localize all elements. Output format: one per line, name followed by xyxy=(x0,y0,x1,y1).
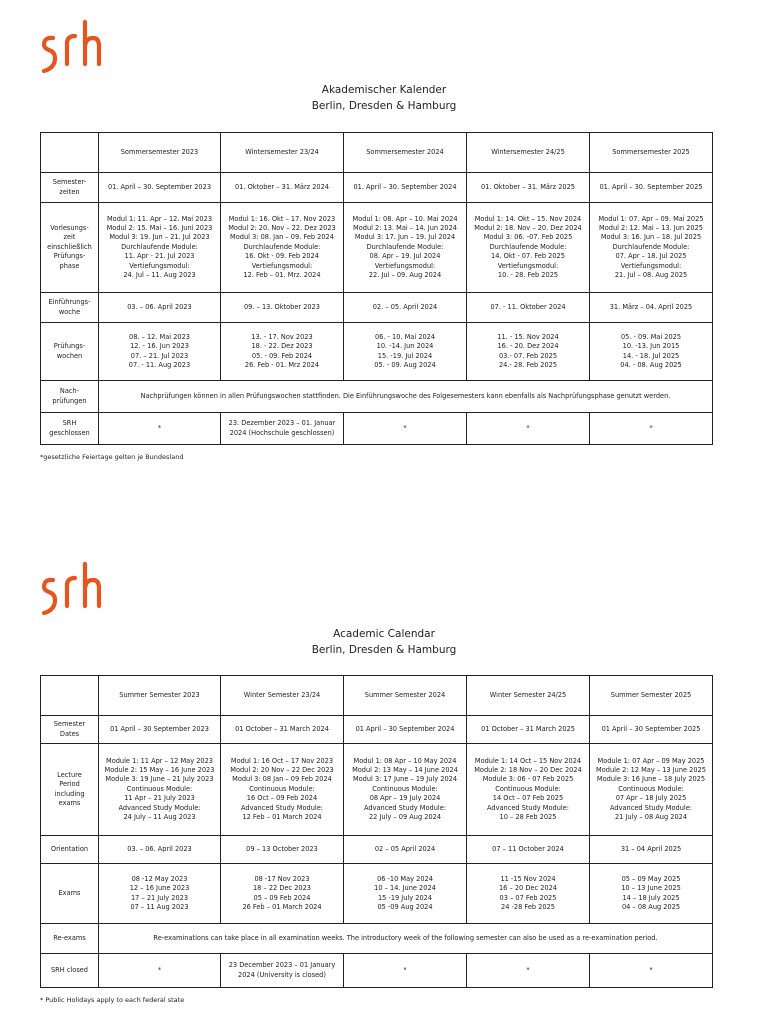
row-label xyxy=(41,323,99,381)
table-cell xyxy=(99,836,221,864)
cell-line: 01. April – 30. September 2024 xyxy=(353,182,457,191)
row-label xyxy=(41,381,99,413)
reexam-row xyxy=(41,924,713,954)
srh-logo-en xyxy=(40,560,112,616)
cell-line: 05. - 09. Aug 2024 xyxy=(374,360,436,369)
table-cell xyxy=(99,173,221,203)
table-cell xyxy=(590,293,713,323)
cell-line: 07 Apr – 18 July 2025 xyxy=(615,794,687,803)
cell-line: 04. - 08. Aug 2025 xyxy=(620,360,682,369)
cell-line: Advanced Study Module: xyxy=(241,803,323,812)
cell-line: Module 2: 18 Nov – 20 Dec 2024 xyxy=(474,765,582,774)
cell-line: Dates xyxy=(59,729,80,738)
cell-line: * xyxy=(157,423,162,432)
footnote-de: *gesetzliche Feiertage gelten je Bundesland xyxy=(40,453,184,461)
cell-line: 02. – 05. April 2024 xyxy=(372,302,438,311)
cell-line: Nach- xyxy=(59,387,80,396)
cell-line: Modul 3: 17. Jun – 19. Jul 2024 xyxy=(354,233,456,242)
cell-line: * xyxy=(649,423,653,432)
table-cell xyxy=(590,323,713,381)
reexam-text: Re-examinations can take place in all examination weeks. The introductory week of the following semester can also be used as a re-examination period. xyxy=(99,924,713,954)
cell-line: 05 -09 Aug 2024 xyxy=(377,902,433,911)
column-header: Wintersemester 23/24 xyxy=(221,133,344,173)
cell-line: 16. Okt - 09. Feb 2024 xyxy=(245,252,319,261)
cell-line: Modul 3: 08. Jan – 09. Feb 2024 xyxy=(230,233,334,242)
cell-line: 05. - 09. Feb 2024 xyxy=(251,351,313,360)
cell-line: Durchlaufende Module: xyxy=(366,242,444,251)
reexam-row xyxy=(41,381,713,413)
cell-line: 01. Oktober – 31. März 2024 xyxy=(234,182,329,191)
cell-line: SRH closed xyxy=(51,965,88,974)
table-cell xyxy=(99,864,221,924)
cell-line: Modul 1: 14. Okt – 15. Nov 2024 xyxy=(474,214,582,223)
table-cell xyxy=(467,864,590,924)
cell-line: 23 December 2023 – 01 January xyxy=(228,961,336,970)
table-cell xyxy=(99,716,221,744)
column-header xyxy=(41,676,99,716)
cell-line: 12. - 16. Jun 2023 xyxy=(130,342,189,351)
table-cell xyxy=(221,323,344,381)
row-label xyxy=(41,836,99,864)
cell-line: * xyxy=(157,965,162,974)
cell-line: Modul 3: 17 June – 19 July 2024 xyxy=(352,775,458,784)
cell-line: Continuous Module: xyxy=(495,784,561,793)
cell-line: 04 – 08 Aug 2025 xyxy=(621,902,681,911)
cell-line: 11 -15 Nov 2024 xyxy=(500,874,556,883)
table-cell xyxy=(344,954,467,988)
cell-line: woche xyxy=(58,307,81,316)
cell-line: 08 Apr – 19 July 2024 xyxy=(369,794,441,803)
cell-line: Semester xyxy=(53,720,86,729)
cell-line: 03. – 06. April 2023 xyxy=(127,302,192,311)
table-cell xyxy=(99,954,221,988)
cell-line: Durchlaufende Module: xyxy=(243,242,321,251)
cell-line: 07. – 21. Jul 2023 xyxy=(130,351,189,360)
column-header: Winter Semester 23/24 xyxy=(221,676,344,716)
cell-line: 15 -19 July 2024 xyxy=(377,893,433,902)
cell-line: * xyxy=(526,965,530,974)
cell-line: 21. Jul – 08. Aug 2025 xyxy=(614,271,688,280)
table-row xyxy=(41,293,713,323)
cell-line: 10. -13. Jun 2015 xyxy=(622,342,680,351)
cell-line: Re-exams xyxy=(53,933,86,942)
calendar-title-en: Academic Calendar xyxy=(333,628,435,640)
cell-line: 03.- 07. Feb 2025 xyxy=(498,351,558,360)
cell-line: * xyxy=(649,965,653,974)
cell-line: Modul 1: 07. Apr – 09. Mai 2025 xyxy=(598,214,704,223)
cell-line: prüfungen xyxy=(52,396,87,405)
cell-line: 10 – 28 Feb 2025 xyxy=(499,813,557,822)
cell-line: 07 – 11 Aug 2023 xyxy=(130,902,189,911)
cell-line: exams xyxy=(58,798,81,807)
cell-line: Modul 2: 15. Mai – 16. Juni 2023 xyxy=(106,223,213,232)
reexam-text: Nachprüfungen können in allen Prüfungswochen stattfinden. Die Einführungswoche des Folgesemesters kann ebenfalls als Nachprüfungsphase genutzt werden. xyxy=(99,381,713,413)
cell-line: Modul 2: 13. Mai – 14. Jun 2024 xyxy=(353,223,457,232)
cell-line: 10. - 28. Feb 2025 xyxy=(497,271,559,280)
calendar-table-en xyxy=(40,675,713,988)
cell-line: 24 July – 11 Aug 2023 xyxy=(123,813,196,822)
cell-line: Lecture xyxy=(57,770,82,779)
cell-line: * xyxy=(403,423,407,432)
table-cell xyxy=(221,954,344,988)
column-header: Wintersemester 24/25 xyxy=(467,133,590,173)
cell-line: Modul 2: 20 Nov – 22 Dec 2023 xyxy=(230,765,334,774)
cell-line: 06 -10 May 2024 xyxy=(377,874,433,883)
srh-logo-icon xyxy=(40,560,112,616)
row-label xyxy=(41,864,99,924)
cell-line: 23. Dezember 2023 – 01. Januar xyxy=(228,419,336,428)
table-cell xyxy=(221,203,344,293)
cell-line: 24. Jul – 11. Aug 2023 xyxy=(123,271,196,280)
row-label xyxy=(41,954,99,988)
table-cell xyxy=(344,173,467,203)
cell-line: 10 – 13 June 2025 xyxy=(621,884,681,893)
cell-line: 26. Feb - 01. Mrz 2024 xyxy=(244,360,320,369)
calendar-subtitle-en: Berlin, Dresden & Hamburg xyxy=(311,644,457,656)
cell-line: 10. -14. Jun 2024 xyxy=(376,342,434,351)
table-cell xyxy=(99,203,221,293)
cell-line: Vertiefungsmodul: xyxy=(251,261,313,270)
table-cell xyxy=(590,954,713,988)
table-row xyxy=(41,203,713,293)
column-header: Winter Semester 24/25 xyxy=(467,676,590,716)
cell-line: 11. - 15. Nov 2024 xyxy=(497,332,559,341)
cell-line: 07. - 11. Oktober 2024 xyxy=(490,302,566,311)
cell-line: Einführungs- xyxy=(48,298,91,307)
cell-line: 01 April – 30 September 2024 xyxy=(355,724,455,733)
table-cell xyxy=(467,173,590,203)
cell-line: geschlossen xyxy=(49,428,90,437)
cell-line: Vertiefungsmodul: xyxy=(129,261,190,270)
cell-line: wochen xyxy=(56,351,83,360)
cell-line: Advanced Study Module: xyxy=(487,803,569,812)
cell-line: 11. Apr - 21. Jul 2023 xyxy=(124,252,195,261)
cell-line: SRH xyxy=(62,419,77,428)
cell-line: Modul 1: 11. Apr – 12. Mai 2023 xyxy=(106,214,213,223)
footnote-en: * Public Holidays apply to each federal state xyxy=(40,996,185,1004)
column-header: Sommersemester 2025 xyxy=(590,133,713,173)
cell-line: 17 – 21 July 2023 xyxy=(130,893,189,902)
calendar-table-de xyxy=(40,132,713,445)
cell-line: Vertiefungsmodul: xyxy=(374,261,436,270)
cell-line: 24 -28 Feb 2025 xyxy=(501,902,555,911)
table-cell xyxy=(590,716,713,744)
cell-line: Durchlaufende Module: xyxy=(489,242,567,251)
table-row xyxy=(41,716,713,744)
cell-line: Durchlaufende Module: xyxy=(121,242,198,251)
table-cell xyxy=(221,744,344,836)
table-cell xyxy=(344,716,467,744)
cell-line: 08 -12 May 2023 xyxy=(131,874,188,883)
cell-line: Module 3: 16 June – 18 July 2025 xyxy=(596,775,706,784)
table-cell xyxy=(467,744,590,836)
table-cell xyxy=(590,203,713,293)
cell-line: 14. Okt - 07. Feb 2025 xyxy=(491,252,565,261)
cell-line: 16 – 20 Dec 2024 xyxy=(498,884,557,893)
cell-line: Continuous Module: xyxy=(618,784,684,793)
cell-line: zeit xyxy=(63,233,76,242)
row-label xyxy=(41,716,99,744)
cell-line: Module 1: 07 Apr – 09 May 2025 xyxy=(597,756,705,765)
cell-line: 31. März – 04. April 2025 xyxy=(609,302,693,311)
cell-line: 24.- 28. Feb 2025 xyxy=(498,360,558,369)
table-cell xyxy=(344,293,467,323)
cell-line: Modul 2: 12. Mai – 13. Jun 2025 xyxy=(599,223,703,232)
table-cell xyxy=(99,323,221,381)
calendar-title-de: Akademischer Kalender xyxy=(321,84,447,96)
cell-line: Module 2: 12 May – 13 June 2025 xyxy=(596,765,706,774)
cell-line: 2024 (Hochschule geschlossen) xyxy=(229,428,335,437)
table-cell xyxy=(344,744,467,836)
cell-line: 08. Apr – 19. Jul 2024 xyxy=(369,252,441,261)
column-header xyxy=(41,133,99,173)
cell-line: 16 Oct – 09 Feb 2024 xyxy=(246,794,318,803)
srh-logo-icon xyxy=(40,18,112,74)
cell-line: Modul 1: 16. Okt – 17. Nov 2023 xyxy=(228,214,336,223)
cell-line: 22. Jul – 09. Aug 2024 xyxy=(368,271,442,280)
cell-line: Modul 3: 06. -07. Feb 2025 xyxy=(483,233,573,242)
cell-line: * xyxy=(403,965,407,974)
table-cell xyxy=(590,864,713,924)
row-label xyxy=(41,413,99,445)
table-cell xyxy=(99,413,221,445)
cell-line: Modul 3: 16. Jun – 18. Jul 2025 xyxy=(600,233,702,242)
table-cell xyxy=(221,864,344,924)
cell-line: 12. Feb – 01. Mrz. 2024 xyxy=(243,271,321,280)
cell-line: 14. - 18. Jul 2025 xyxy=(622,351,680,360)
table-cell xyxy=(99,744,221,836)
cell-line: 01 April – 30 September 2023 xyxy=(110,724,209,733)
table-cell xyxy=(221,413,344,445)
table-cell xyxy=(99,293,221,323)
table-row xyxy=(41,173,713,203)
table-cell xyxy=(221,836,344,864)
cell-line: Modul 3: 19. Jun – 21. Jul 2023 xyxy=(109,233,210,242)
table-cell xyxy=(344,323,467,381)
table-row xyxy=(41,323,713,381)
cell-line: 09 – 13 October 2023 xyxy=(246,844,318,853)
cell-line: Continuous Module: xyxy=(249,784,315,793)
cell-line: Orientation xyxy=(50,844,89,853)
table-cell xyxy=(467,836,590,864)
cell-line: 02 – 05 April 2024 xyxy=(374,844,436,853)
cell-line: 26 Feb – 01 March 2024 xyxy=(242,902,322,911)
cell-line: Continuous Module: xyxy=(126,784,193,793)
column-header: Summer Semester 2023 xyxy=(99,676,221,716)
cell-line: Semester- xyxy=(52,178,87,187)
cell-line: Modul 2: 18. Nov – 20. Dez 2024 xyxy=(474,223,582,232)
cell-line: Durchlaufende Module: xyxy=(612,242,690,251)
table-cell xyxy=(590,836,713,864)
cell-line: 14 Oct – 07 Feb 2025 xyxy=(492,794,564,803)
table-cell xyxy=(467,293,590,323)
cell-line: 01 October – 31 March 2024 xyxy=(235,724,329,733)
table-cell xyxy=(467,323,590,381)
cell-line: Modul 2: 20. Nov – 22. Dez 2023 xyxy=(228,223,336,232)
cell-line: 13. - 17. Nov 2023 xyxy=(251,332,313,341)
cell-line: 16. - 20. Dez 2024 xyxy=(497,342,559,351)
cell-line: 22 July – 09 Aug 2024 xyxy=(368,813,442,822)
row-label xyxy=(41,293,99,323)
table-row xyxy=(41,864,713,924)
cell-line: 07 – 11 October 2024 xyxy=(492,844,564,853)
srh-logo-de xyxy=(40,18,112,74)
table-cell xyxy=(467,954,590,988)
cell-line: Continuous Module: xyxy=(372,784,438,793)
cell-line: Vertiefungsmodul: xyxy=(620,261,682,270)
cell-line: zeiten xyxy=(59,187,80,196)
table-cell xyxy=(221,293,344,323)
column-header: Sommersemester 2024 xyxy=(344,133,467,173)
table-cell xyxy=(344,413,467,445)
cell-line: 12 – 16 June 2023 xyxy=(129,884,190,893)
cell-line: Module 1: 14 Oct – 15 Nov 2024 xyxy=(474,756,582,765)
table-row xyxy=(41,836,713,864)
column-header: Summer Semester 2024 xyxy=(344,676,467,716)
table-cell xyxy=(221,173,344,203)
closed-row xyxy=(41,413,713,445)
cell-line: 14 – 18 July 2025 xyxy=(622,893,680,902)
table-cell xyxy=(467,203,590,293)
cell-line: Prüfungs- xyxy=(53,252,86,261)
table-cell xyxy=(344,836,467,864)
row-label xyxy=(41,924,99,954)
cell-line: 03 – 07 Feb 2025 xyxy=(499,893,557,902)
cell-line: 07. - 11. Aug 2023 xyxy=(128,360,191,369)
table-cell xyxy=(467,716,590,744)
cell-line: 01 April – 30 September 2025 xyxy=(601,724,701,733)
cell-line: 10 – 14. June 2024 xyxy=(374,884,436,893)
cell-line: 03. – 06. April 2023 xyxy=(127,844,192,853)
cell-line: 05. - 09. Mai 2025 xyxy=(620,332,682,341)
table-cell xyxy=(590,173,713,203)
cell-line: 18. - 22. Dez 2023 xyxy=(251,342,313,351)
cell-line: Vertiefungsmodul: xyxy=(497,261,559,270)
cell-line: 21 July – 08 Aug 2024 xyxy=(614,813,688,822)
row-label xyxy=(41,173,99,203)
cell-line: 01 October – 31 March 2025 xyxy=(481,724,575,733)
cell-line: 12 Feb – 01 March 2024 xyxy=(242,813,322,822)
table-row xyxy=(41,744,713,836)
cell-line: including xyxy=(54,789,85,798)
header-row xyxy=(41,133,713,173)
cell-line: Vorlesungs- xyxy=(50,223,89,232)
cell-line: Module 2: 15 May – 16 June 2023 xyxy=(104,765,215,774)
cell-line: phase xyxy=(59,261,80,270)
cell-line: Modul 1: 08. Apr – 10. Mai 2024 xyxy=(352,214,458,223)
cell-line: 09. – 13. Oktober 2023 xyxy=(243,302,320,311)
table-cell xyxy=(467,413,590,445)
cell-line: Modul 2: 13 May – 14 June 2024 xyxy=(352,765,458,774)
cell-line: * xyxy=(526,423,530,432)
calendar-subtitle-de: Berlin, Dresden & Hamburg xyxy=(311,100,457,112)
cell-line: 31 – 04 April 2025 xyxy=(620,844,682,853)
cell-line: Modul 3: 08 Jan – 09 Feb 2024 xyxy=(232,775,332,784)
cell-line: Modul 1: 16 Oct – 17 Nov 2023 xyxy=(230,756,334,765)
cell-line: 05 – 09 Feb 2024 xyxy=(253,893,311,902)
cell-line: 08. – 12. Mai 2023 xyxy=(129,332,190,341)
table-cell xyxy=(344,864,467,924)
cell-line: 01. April – 30. September 2025 xyxy=(599,182,703,191)
cell-line: Module 1: 11 Apr – 12 May 2023 xyxy=(106,756,213,765)
cell-line: 15. -19. Jul 2024 xyxy=(377,351,433,360)
cell-line: Advanced Study Module: xyxy=(364,803,446,812)
cell-line: 2024 (University is closed) xyxy=(238,970,326,979)
cell-line: 18 – 22 Dec 2023 xyxy=(252,884,311,893)
cell-line: 01. April – 30. September 2023 xyxy=(107,182,212,191)
row-label xyxy=(41,203,99,293)
cell-line: 01. Oktober – 31. März 2025 xyxy=(480,182,575,191)
cell-line: 07. Apr – 18. Jul 2025 xyxy=(615,252,687,261)
header-row xyxy=(41,676,713,716)
cell-line: Exams xyxy=(58,888,81,897)
column-header: Summer Semester 2025 xyxy=(590,676,713,716)
cell-line: Module 3: 06 - 07 Feb 2025 xyxy=(482,775,574,784)
cell-line: Module 3: 19 June – 21 July 2023 xyxy=(105,775,214,784)
cell-line: Period xyxy=(59,780,80,789)
cell-line: Advanced Study Module: xyxy=(610,803,692,812)
cell-line: Modul 1: 08 Apr – 10 May 2024 xyxy=(353,756,457,765)
cell-line: 06. - 10. Mai 2024 xyxy=(374,332,436,341)
cell-line: 11 Apr – 21 July 2023 xyxy=(124,794,195,803)
cell-line: Advanced Study Module: xyxy=(118,803,201,812)
row-label xyxy=(41,744,99,836)
column-header: Sommersemester 2023 xyxy=(99,133,221,173)
cell-line: einschließlich xyxy=(47,242,92,251)
table-cell xyxy=(344,203,467,293)
table-cell xyxy=(221,716,344,744)
cell-line: 05 – 09 May 2025 xyxy=(621,874,681,883)
table-cell xyxy=(590,413,713,445)
cell-line: Prüfungs- xyxy=(53,342,86,351)
table-cell xyxy=(590,744,713,836)
cell-line: 08 -17 Nov 2023 xyxy=(254,874,310,883)
closed-row xyxy=(41,954,713,988)
